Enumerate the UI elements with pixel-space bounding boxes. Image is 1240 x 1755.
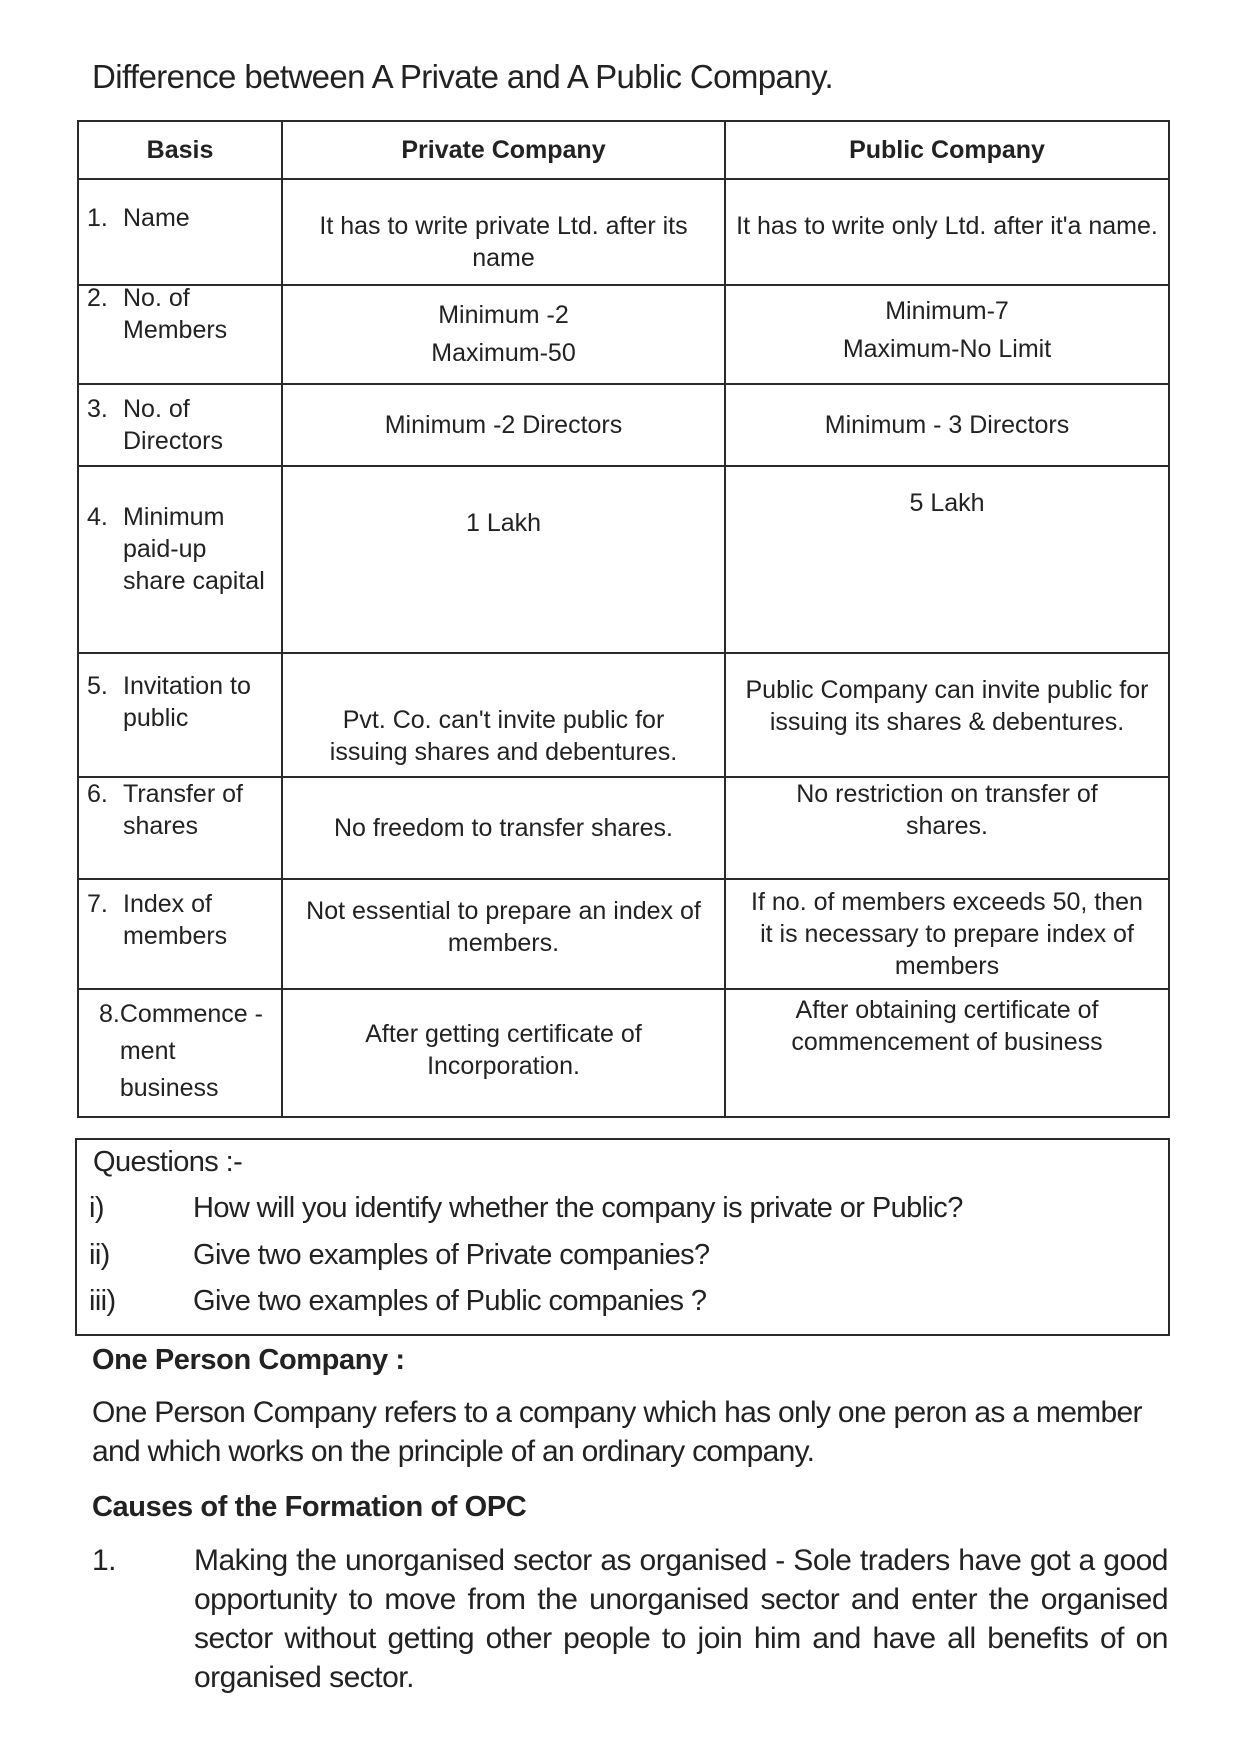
basis-cell: 2. No. of Members [78,285,282,384]
basis-cell: 1. Name [78,179,282,285]
public-cell: If no. of members exceeds 50, then it is necessary to prepare index of members [725,879,1169,989]
opc-definition: One Person Company refers to a company which has only one peron as a member and which works on the principle of an ordinary company. [92,1396,1142,1468]
private-max: Maximum-50 [431,339,576,367]
table-row [78,653,1169,777]
public-cell: It has to write only Ltd. after it'a name. [725,179,1169,285]
public-cell: Minimum - 3 Directors [725,384,1169,466]
private-cell: Not essential to prepare an index of members. [282,879,725,989]
questions-heading: Questions :- [93,1146,243,1178]
table-row [78,179,1169,285]
table-row [78,285,1169,384]
private-cell: After getting certificate of Incorporation. [282,989,725,1117]
private-cell: Minimum -2 Directors [282,384,725,466]
private-cell: No freedom to transfer shares. [282,777,725,879]
public-cell: 5 Lakh [725,466,1169,653]
basis-cell: 7. Index of members [78,879,282,989]
basis-cell: 3. No. of Directors [78,384,282,466]
public-cell [725,285,1169,384]
basis-cell: 5. Invitation to public [78,653,282,777]
private-cell: 1 Lakh [282,466,725,653]
public-cell: After obtaining certificate of commencement of business [725,989,1169,1117]
question-item: ii) Give two examples of Private companies? [89,1239,710,1271]
table-row [78,777,1169,879]
header-basis: Basis [78,121,282,179]
public-min: Minimum-7 [885,297,1009,325]
private-cell: Pvt. Co. can't invite public for issuing shares and debentures. [282,653,725,777]
header-private: Private Company [282,121,725,179]
table-header-row [78,121,1169,179]
comparison-table [77,120,1170,1118]
private-cell [282,285,725,384]
basis-cell: 8. Commence -ment business [78,989,282,1117]
public-cell: Public Company can invite public for issuing its shares & debentures. [725,653,1169,777]
question-item: iii) Give two examples of Public companies ? [89,1285,707,1317]
causes-heading: Causes of the Formation of OPC [92,1491,527,1523]
public-max: Maximum-No Limit [842,335,1052,363]
cause-item: 1. Making the unorganised sector as organised - Sole traders have got a good opportunity to move from the unorganised sector and enter the organised sector without getting other people to join him and have all benefits of on organised sector. [92,1544,1168,1694]
opc-heading: One Person Company : [92,1344,405,1376]
table-row [78,384,1169,466]
table-row [78,879,1169,989]
basis-cell: 4. Minimum paid-up share capital [78,466,282,653]
public-cell: No restriction on transfer of shares. [725,777,1169,879]
table-row [78,989,1169,1117]
header-public: Public Company [725,121,1169,179]
private-cell: It has to write private Ltd. after its name [282,179,725,285]
question-item: i) How will you identify whether the company is private or Public? [89,1192,963,1224]
private-min: Minimum -2 [438,301,569,329]
basis-cell: 6. Transfer of shares [78,777,282,879]
page-title: Difference between A Private and A Public Company. [92,58,834,95]
questions-box [75,1138,1170,1336]
table-row [78,466,1169,653]
